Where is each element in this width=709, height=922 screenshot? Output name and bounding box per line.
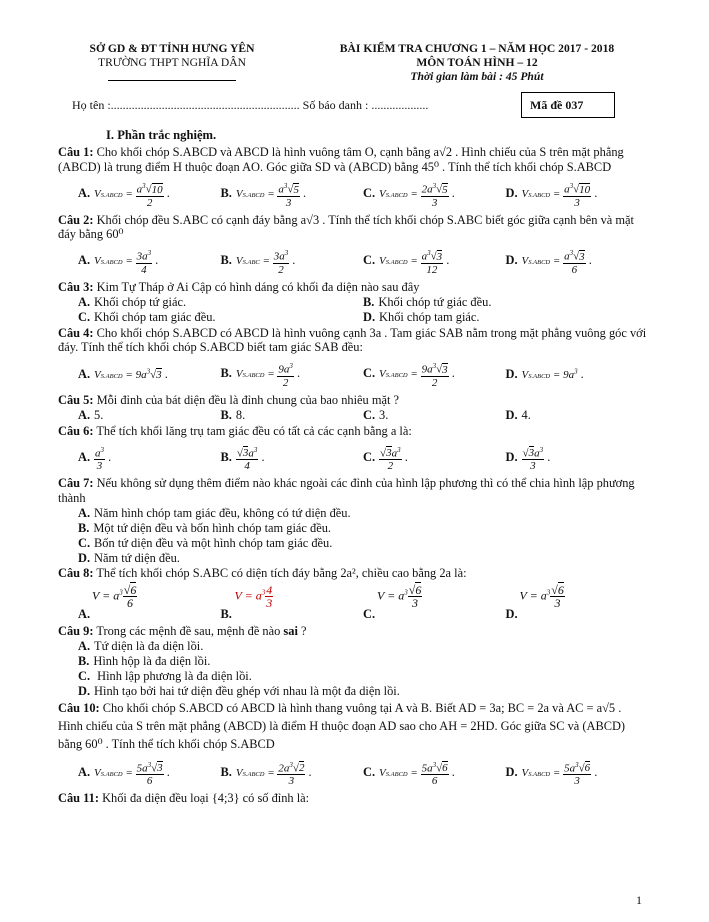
option-a[interactable]: A. VS.ABCD = $9a^3√3$ . (78, 367, 168, 382)
sbd-field[interactable]: Số báo danh : ................... (302, 98, 429, 112)
option-a[interactable]: A. Tứ diện là đa diện lồi. (78, 639, 204, 654)
option-c[interactable]: C. Bốn tứ diện đều và một hình chóp tam giác đều. (78, 535, 333, 550)
option-d[interactable]: D. 4. (505, 407, 531, 422)
option-b[interactable]: B. $V = a^3$ $\frac{4}{3}$ (220, 583, 273, 622)
exam-content (58, 128, 648, 806)
exam-header (292, 42, 662, 84)
option-b[interactable]: B. 8. (220, 407, 246, 422)
option-b[interactable]: B. Hình hộp là đa diện lồi. (78, 654, 211, 669)
option-d[interactable]: D. VS.ABCD = $9a^3$ . (505, 367, 584, 382)
school-name: TRƯỜNG THPT NGHĨA DÂN (97, 55, 247, 69)
question-7: Câu 7: Nếu không sử dụng thêm điểm nào khác ngoài các đỉnh của hình lập phương thì có thể chia hình lập phương thành (58, 476, 635, 506)
option-b[interactable]: B. VS.ABCD = $\frac{9a^3}{2}$ . (220, 362, 301, 389)
option-d[interactable]: D. Hình tạo bởi hai tứ diện đều ghép với nhau là một đa diện lồi. (78, 683, 400, 698)
question-6: Câu 6: Thể tích khối lăng trụ tam giác đều có tất cả các cạnh bằng a là: (58, 423, 412, 438)
question-9: Câu 9: Trong các mệnh đề sau, mệnh đề nào sai ? (58, 624, 307, 639)
question-text: Cho khối chóp S.ABCD và ABCD là hình vuông tâm O, cạnh bằng a√2 . Hình chiếu của S trên mặt phẳng (ABCD) là trung điểm H thuộc đoạn AO. Góc giữa SD và (ABCD) bằng 45⁰ . Tính thể tích khối chóp S.ABCD (58, 145, 624, 174)
option-d[interactable]: D. Khối chóp tam giác. (363, 309, 480, 324)
question-11: Câu 11: Khối đa diện đều loại {4;3} có số đỉnh là: (58, 791, 310, 806)
option-d[interactable]: D. VS.ABCD = $\frac{a^3√3}{6}$ . (505, 249, 592, 276)
option-d[interactable]: D. $V = a^3$ $\frac{√6}{3}$ (505, 583, 564, 622)
question-5-options (78, 408, 648, 423)
option-b[interactable]: B. VS.ABC = $\frac{3a^3}{2}$ . (220, 249, 296, 276)
question-10: Câu 10: Cho khối chóp S.ABCD có ABCD là hình thang vuông tại A và B. Biết AD = 3a; BC = 2a và AC = a√5 . Hình chiếu của S trên mặt phẳng (ABCD) là điểm H thuộc đoạn AD sao cho AH = 2HD. Góc giữa SC và (ABCD) bằng 60⁰ . Tính thể tích khối chóp S.ABCD (58, 700, 626, 751)
option-b[interactable]: B. Khối chóp tứ giác đều. (363, 294, 492, 309)
option-a[interactable]: A. VS.ABCD = $\frac{5a^3√3}{6}$ . (78, 760, 170, 788)
department-name: SỞ GD & ĐT TỈNH HƯNG YÊN (89, 42, 255, 55)
option-c[interactable]: C. $\frac{√3a^3}{2}$ . (363, 445, 408, 473)
question-3-options (78, 295, 648, 325)
option-c[interactable]: C. VS.ABCD = $\frac{9a^3√3}{2}$ . (363, 362, 455, 389)
question-4: Câu 4: Cho khối chóp S.ABCD có ABCD là hình vuông cạnh 3a . Tam giác SAB nằm trong mặt phẳng vuông góc với đáy. Tính thể tích khối chóp S.ABCD biết tam giác SAB đều: (58, 325, 647, 355)
option-b[interactable]: B. Một tứ diện đều và bốn hình chóp tam giác đều. (78, 520, 331, 535)
question-5: Câu 5: Mỗi đỉnh của bát diện đều là đỉnh chung của bao nhiêu mặt ? (58, 392, 400, 407)
question-label: Câu 1: (58, 145, 94, 160)
option-d[interactable]: D. VS.ABCD = $\frac{a^3√10}{3}$ . (505, 181, 598, 209)
option-a[interactable]: A. VS.ABCD = $\frac{3a^3}{4}$ . (78, 249, 159, 276)
question-1-options (78, 180, 648, 209)
option-a[interactable]: A. $V = a^3$ $\frac{√6}{6}$ (78, 583, 137, 622)
question-3: Câu 3: Kim Tự Tháp ở Ai Cập có hình dáng có khối đa diện nào sau đây (58, 279, 420, 294)
option-c[interactable]: C. $V = a^3$ $\frac{√6}{3}$ (363, 583, 422, 622)
header-divider (108, 80, 236, 81)
option-a[interactable]: A. Khối chóp tứ giác. (78, 294, 187, 309)
option-b[interactable]: B. $\frac{√3a^3}{4}$ . (220, 445, 265, 473)
option-d[interactable]: D. Năm tứ diện đều. (78, 550, 180, 565)
option-d[interactable]: D. VS.ABCD = $\frac{5a^3√6}{3}$ . (505, 760, 598, 788)
exam-title: BÀI KIỂM TRA CHƯƠNG 1 – NĂM HỌC 2017 - 2018 (339, 42, 615, 55)
question-2: Câu 2: Khối chóp đều S.ABC có cạnh đáy bằng a√3 . Tính thể tích khối chóp S.ABC biết góc giữa cạnh bên và mặt đáy bằng 60⁰ (58, 212, 634, 242)
option-d[interactable]: D. $\frac{√3a^3}{3}$ . (505, 445, 551, 473)
question-4-options (78, 360, 648, 389)
name-field[interactable]: Họ tên :............................................................... (72, 98, 300, 112)
option-c[interactable]: C. VS.ABCD = $\frac{2a^3√5}{3}$ . (363, 181, 455, 209)
option-c[interactable]: C. VS.ABCD = $\frac{a^3√3}{12}$ . (363, 249, 450, 276)
question-6-options (78, 444, 648, 473)
option-b[interactable]: B. VS.ABCD = $\frac{2a^3√2}{3}$ . (220, 760, 312, 788)
question-8: Câu 8: Thể tích khối chóp S.ABC có diện tích đáy bằng 2a², chiều cao bằng 2a là: (58, 566, 467, 581)
school-header (72, 42, 272, 81)
question-10-options (78, 759, 648, 788)
option-b[interactable]: B. VS.ABCD = $\frac{a^3√5}{3}$ . (220, 181, 307, 209)
option-c[interactable]: C. Hình lập phương là đa diện lồi. (78, 668, 252, 683)
option-c[interactable]: C. 3. (363, 407, 389, 422)
question-8-options (78, 584, 648, 622)
subject: MÔN TOÁN HÌNH – 12 (416, 55, 538, 69)
option-a[interactable]: A. VS.ABCD = $\frac{a^3√10}{2}$ . (78, 181, 170, 209)
option-c[interactable]: C. VS.ABCD = $\frac{5a^3√6}{6}$ . (363, 760, 455, 788)
page-number: 1 (636, 893, 642, 907)
option-a[interactable]: A. 5. (78, 407, 104, 422)
option-a[interactable]: A. Năm hình chóp tam giác đều, không có tứ diện đều. (78, 505, 351, 520)
exam-code-box: Mã đề 037 (521, 92, 615, 118)
option-a[interactable]: A. $\frac{a^3}{3}$ . (78, 445, 112, 473)
question-1 (58, 145, 648, 175)
question-2-options (78, 247, 648, 276)
section-title: I. Phần trắc nghiệm. (106, 128, 217, 142)
time-limit: Thời gian làm bài : 45 Phút (410, 69, 544, 83)
option-c[interactable]: C. Khối chóp tam giác đều. (78, 309, 216, 324)
student-info-row (72, 98, 428, 112)
